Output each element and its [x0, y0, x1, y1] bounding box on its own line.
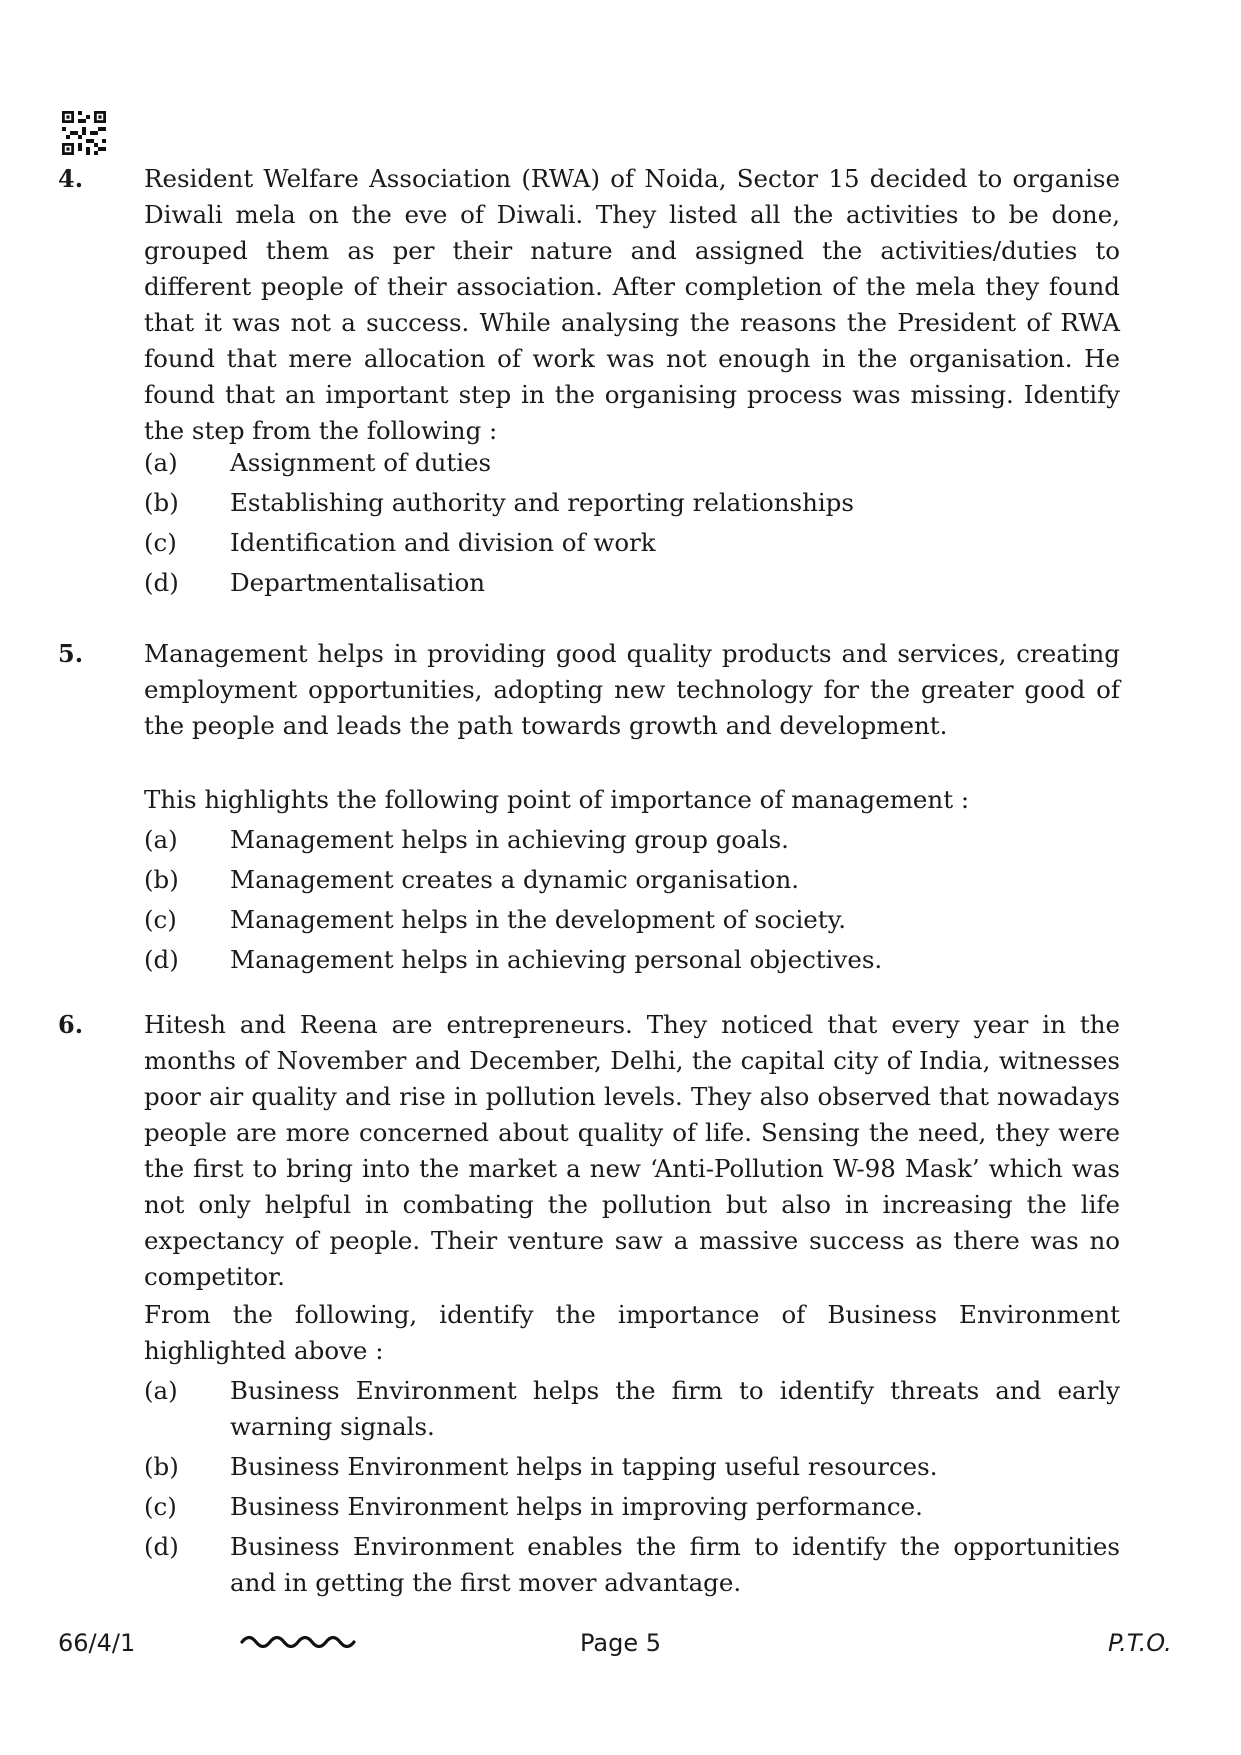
- question-text: Management helps in providing good quality products and services, creating employment opportunities, adopting new technology for the greater good of the people and leads the path towards growth and development.: [144, 639, 1120, 740]
- option-b: [144, 862, 1120, 898]
- option-label: (d): [144, 1532, 179, 1561]
- qr-code-icon: [62, 111, 106, 155]
- option-b: [144, 485, 1120, 521]
- page-footer: [0, 1625, 1241, 1665]
- option-label: (a): [144, 1376, 178, 1405]
- question-number: 6.: [58, 1010, 84, 1039]
- option-c: [144, 1489, 1120, 1525]
- question-text: Hitesh and Reena are entrepreneurs. They noticed that every year in the months of November and December, Delhi, the capital city of India, witnesses poor air quality and rise in pollution levels. They also observed that nowadays people are more concerned about quality of life. Sensing the need, they were the first to bring into the market a new ‘Anti-Pollution W-98 Mask’ which was not only helpful in combating the pollution but also in increasing the life expectancy of people. Their venture saw a massive success as there was no competitor.: [144, 1010, 1120, 1291]
- option-text: Business Environment helps the firm to identify threats and early warning signals.: [230, 1376, 1120, 1441]
- option-c: [144, 902, 1120, 938]
- option-text: Business Environment enables the firm to identify the opportunities and in getting the first mover advantage.: [230, 1532, 1120, 1597]
- option-text: Assignment of duties: [230, 448, 492, 477]
- option-a: [144, 822, 1120, 858]
- option-d: [144, 1529, 1120, 1601]
- option-text: Management creates a dynamic organisation.: [230, 865, 800, 894]
- option-text: Management helps in the development of society.: [230, 905, 847, 934]
- option-text: Identification and division of work: [230, 528, 656, 557]
- options-list: [144, 822, 1120, 982]
- option-text: Business Environment helps in improving performance.: [230, 1492, 923, 1521]
- option-a: [144, 445, 1120, 481]
- options-list: [144, 1373, 1120, 1605]
- question-number: 4.: [58, 164, 84, 193]
- option-text: Business Environment helps in tapping useful resources.: [230, 1452, 938, 1481]
- option-text: Departmentalisation: [230, 568, 486, 597]
- option-label: (a): [144, 448, 178, 477]
- option-b: [144, 1449, 1120, 1485]
- option-text: Management helps in achieving group goals.: [230, 825, 789, 854]
- option-a: [144, 1373, 1120, 1445]
- option-label: (b): [144, 488, 179, 517]
- option-label: (c): [144, 528, 177, 557]
- option-text: Establishing authority and reporting relationships: [230, 488, 854, 517]
- question-prompt: This highlights the following point of importance of management :: [144, 785, 970, 814]
- pto-label: P.T.O.: [1108, 1629, 1172, 1657]
- option-label: (c): [144, 905, 177, 934]
- option-label: (c): [144, 1492, 177, 1521]
- option-label: (a): [144, 825, 178, 854]
- question-text: Resident Welfare Association (RWA) of Noida, Sector 15 decided to organise Diwali mela on the eve of Diwali. They listed all the activities to be done, grouped them as per their nature and assigned the activities/duties to different people of their association. After completion of the mela they found that it was not a success. While analysing the reasons the President of RWA found that mere allocation of work was not enough in the organisation. He found that an important step in the organising process was missing. Identify the step from the following :: [144, 164, 1120, 445]
- option-c: [144, 525, 1120, 561]
- option-d: [144, 565, 1120, 601]
- option-text: Management helps in achieving personal objectives.: [230, 945, 883, 974]
- question-number: 5.: [58, 639, 84, 668]
- option-label: (d): [144, 568, 179, 597]
- option-label: (b): [144, 1452, 179, 1481]
- paper-code: 66/4/1: [58, 1629, 136, 1657]
- options-list: [144, 445, 1120, 605]
- page-number: Page 5: [580, 1629, 661, 1657]
- option-label: (b): [144, 865, 179, 894]
- option-d: [144, 942, 1120, 978]
- wave-ornament-icon: [240, 1629, 356, 1655]
- option-label: (d): [144, 945, 179, 974]
- question-prompt: From the following, identify the importance of Business Environment highlighted above :: [144, 1300, 1120, 1365]
